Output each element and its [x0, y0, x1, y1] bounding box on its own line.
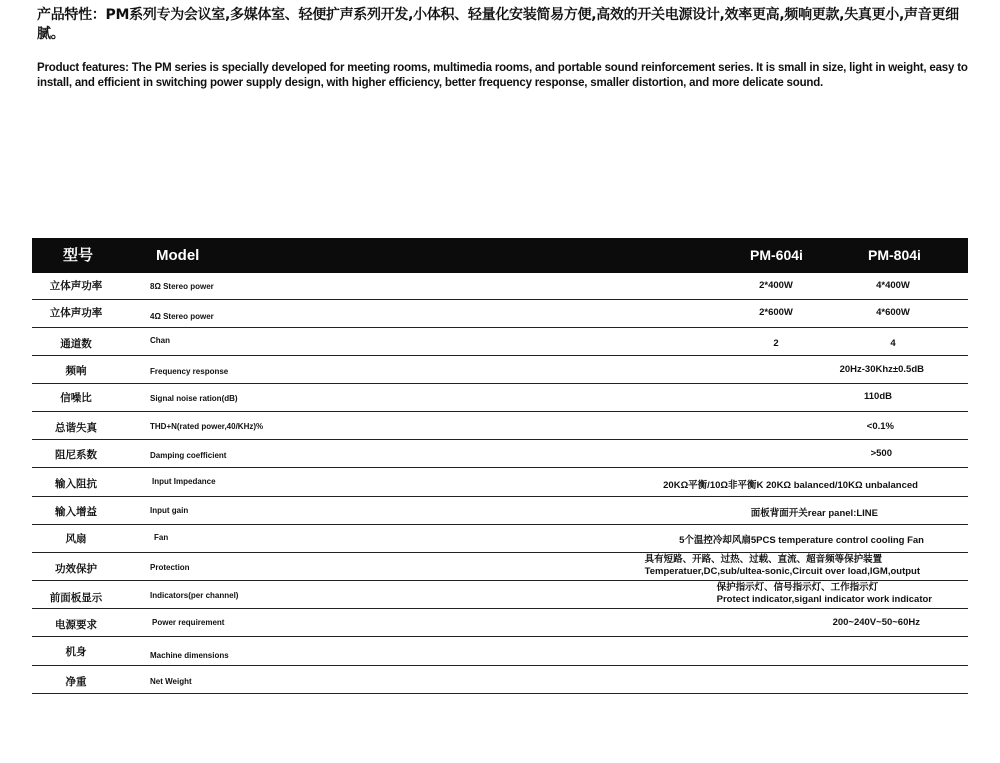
row-value-pm804i: 4*600W [876, 307, 910, 318]
row-value-pm604i: 2 [773, 338, 779, 349]
row-label-en: Machine dimensions [150, 651, 229, 660]
table-row [32, 553, 968, 581]
table-row [32, 412, 968, 440]
row-value-indicators [717, 582, 932, 606]
row-label-cn: 净重 [65, 676, 87, 688]
row-value-shared: 20KΩ平衡/10Ω非平衡K 20KΩ balanced/10KΩ unbalanced [663, 480, 918, 491]
row-label-en: Damping coefficient [150, 451, 227, 460]
protection-line-cn: 具有短路、开路、过热、过载、直流、超音频等保护装置 [644, 554, 883, 565]
row-label-cn: 频响 [65, 365, 87, 377]
row-value-pm604i: 2*400W [759, 280, 793, 291]
header-model-en: Model [156, 247, 200, 264]
row-label-en: Net Weight [150, 677, 192, 686]
header-model-cn: 型号 [63, 246, 94, 264]
row-label-cn: 输入增益 [55, 506, 97, 518]
row-label-cn: 功效保护 [55, 563, 97, 575]
table-row [32, 273, 968, 300]
table-row [32, 328, 968, 356]
row-label-cn: 立体声功率 [49, 307, 103, 319]
table-row [32, 609, 968, 637]
row-label-cn: 风扇 [65, 533, 87, 545]
table-row [32, 468, 968, 497]
row-label-en: Fan [154, 533, 169, 542]
row-label-en: 4Ω Stereo power [150, 312, 214, 321]
row-label-en: Frequency response [150, 367, 229, 376]
table-row [32, 300, 968, 328]
row-label-en: 8Ω Stereo power [150, 282, 214, 291]
table-row [32, 497, 968, 525]
table-row [32, 581, 968, 609]
row-label-en: Indicators(per channel) [150, 591, 239, 600]
header-model-pm804i: PM-804i [868, 247, 921, 263]
table-row [32, 637, 968, 666]
intro-english: Product features: The PM series is specially developed for meeting rooms, multimedia rooms, and portable sound reinforcement series. It is small in size, light in weight, easy to install, and efficient in switching power supply design, with higher efficiency, better frequency response, smaller distortion, and more delicate sound. [37, 62, 968, 89]
table-row [32, 384, 968, 412]
table-row [32, 525, 968, 553]
row-value-shared: 20Hz-30Khz±0.5dB [839, 364, 924, 375]
row-value-pm604i: 2*600W [759, 307, 793, 318]
row-value-shared: 110dB [864, 391, 892, 402]
row-value-shared: 200~240V~50~60Hz [832, 617, 920, 628]
row-value-protection [645, 554, 920, 578]
row-label-cn: 前面板显示 [49, 592, 103, 604]
table-row [32, 356, 968, 384]
row-label-cn: 总谐失真 [55, 422, 97, 434]
row-value-shared: <0.1% [866, 421, 894, 432]
row-label-en: THD+N(rated power,40/KHz)% [150, 422, 264, 431]
indicators-line-cn: 保护指示灯、信号指示灯、工作指示灯 [716, 582, 879, 593]
protection-line-en: Temperatuer,DC,sub/ultea-sonic,Circuit over load,IGM,output [644, 566, 920, 577]
row-label-en: Power requirement [152, 618, 225, 627]
row-label-en: Protection [150, 563, 190, 572]
row-label-cn: 信噪比 [60, 392, 92, 404]
table-row [32, 666, 968, 694]
row-label-cn: 电源要求 [55, 619, 97, 631]
spec-table-header [32, 238, 968, 273]
row-label-cn: 阻尼系数 [55, 449, 97, 461]
row-value-pm804i: 4*400W [876, 280, 910, 291]
row-value-shared: 面板背面开关rear panel:LINE [750, 508, 878, 519]
row-label-cn: 输入阻抗 [55, 478, 97, 490]
intro-chinese: 产品特性：PM系列专为会议室,多媒体室、轻便扩声系列开发,小体积、轻量化安装简易方便,高效的开关电源设计,效率更高,频响更款,失真更小,声音更细腻。 [37, 7, 959, 42]
row-value-shared: >500 [870, 448, 892, 459]
header-model-pm604i: PM-604i [750, 247, 803, 263]
row-label-cn: 通道数 [60, 338, 92, 350]
row-value-shared: 5个温控冷却风扇5PCS temperature control cooling Fan [679, 535, 924, 546]
row-label-en: Chan [150, 336, 170, 345]
row-label-cn: 立体声功率 [49, 280, 103, 292]
indicators-line-en: Protect indicator,siganl indicator work indicator [716, 594, 932, 605]
row-label-en: Input gain [150, 506, 189, 515]
row-label-en: Input Impedance [152, 477, 216, 486]
row-label-cn: 机身 [65, 646, 87, 658]
row-label-en: Signal noise ration(dB) [150, 394, 238, 403]
table-row [32, 440, 968, 468]
spec-table [32, 238, 968, 694]
row-value-pm804i: 4 [890, 338, 896, 349]
